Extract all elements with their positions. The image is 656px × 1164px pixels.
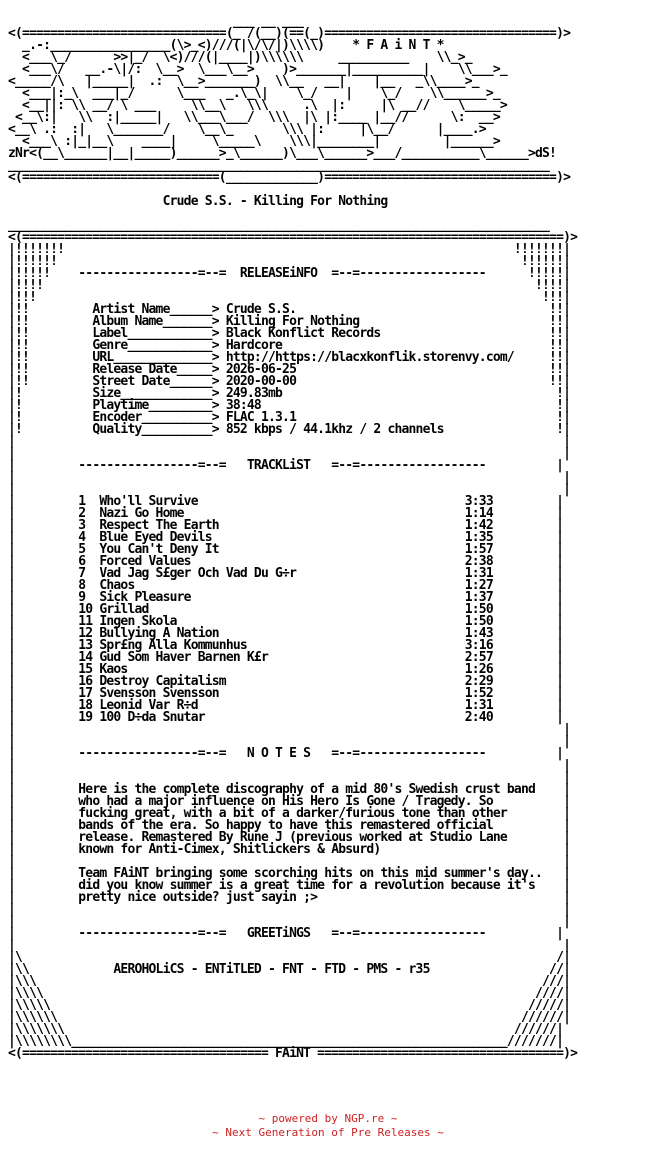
footer-tagline: ~ Next Generation of Pre Releases ~ xyxy=(212,1126,444,1139)
nfo-text-block: ___ __ ___ <(=============================(_ /(__)(==(_)=================================)> _.-:_________________(\>_<)///(|\/\/|)\\\\) * F A i N T * <___\_/ >>|_/ \<)///(|____|)\\\\\\ __________ \\_>_ <___\/ __.-\|/: \__> \___\__> )>_______|__________| \\___>_ <_____/\ |_____| .: \__>_______) \\__ __| |__ _\\____>_ <___|:_\ ___|_/ \___ _.\_\| \_/ | \_/ \\______>_ <__||: \\ __/ \ ___ \\__\ \\\ .\ |: |\ __// \_____> <__\:| \\ :|_____| \\___\___/ \\\ |\ |:____ |__// \: __> <__\ .: :| \_______/ \__\_ \\\ |: |\__/ |____.> <___\ :|_|__\ ____| \_____\ \\\|________| |______> zNr<(__\______|__|_____)______>_\______)\___\______>___/___________\______>dS! _____________________________________________________________________________ <(============================(_____________)=================================)> Crude S.S. - Killing For Nothing _____________________________________________________________________________ <(=============================================================================)> |!!!!!!! !!!!!!!| |!!!!!! !!!!!!| |!!!!! -----------------=--= RELEASEiNFO =--=------------------ !!!!!| |!!!! !!!!| |!!! !!!| |!! Artist Name______> Crude S.S. !!| |!! Album Name_______> Killing For Nothing !!| |!! Label____________> Black Konflict Records !!| |!! Genre____________> Hardcore !!| |!! URL______________> http://https://blacxkonflik.storenvy.com/ !!| |!! Release Date_____> 2026-06-25 !!| |!! Street Date______> 2020-00-00 !!| |! Size_____________> 249.83mb !| |! Playtime_________> 38:48 !| |! Encoder__________> FLAC 1.3.1 !| |! Quality__________> 852 kbps / 44.1khz / 2 channels !| | | | | | -----------------=--= TRACKLiST =--=------------------ | | | | | | 1 Who'll Survive 3:33 | | 2 Nazi Go Home 1:14 | | 3 Respect The Earth 1:42 | | 4 Blue Eyed Devils 1:35 | | 5 You Can't Deny It 1:57 | | 6 Forced Values 2:38 | | 7 Vad Jag S£ger Och Vad Du G÷r 1:31 | | 8 Chaos 1:27 | | 9 Sick Pleasure 1:37 | | 10 Grillad 1:50 | | 11 Ingen Skola 1:50 | | 12 Bullying A Nation 1:43 | | 13 Spr£ng Alla Kommunhus 3:16 | | 14 Gud Som Haver Barnen K£r 2:57 | | 15 Kaos 1:26 | | 16 Destroy Capitalism 2:29 | | 17 Svensson Svensson 1:52 | | 18 Leonid Var R÷d 1:31 | | 19 100 D÷da Snutar 2:40 | | | | | | -----------------=--= N O T E S =--=------------------ | | | | | | Here is the complete discography of a mid 80's Swedish crust band | | who had a major influence on His Hero Is Gone / Tragedy. So | | fucking great, with a bit of a darker/furious tone than other | | bands of the era. So happy to have this remastered official | | release. Remastered By Rune J (previous worked at Studio Lane | | known for Anti-Cimex, Shitlickers & Absurd) | | | | Team FAiNT bringing some scorching hits on this mid summer's day.. | | did you know summer is a great time for a revolution because it's | | pretty nice outside? just sayin ;> | | | | | | -----------------=--= GREETiNGS =--=------------------ | | | |\ /| |\\ AEROHOLiCS - ENTiTLED - FNT - FTD - PMS - r35 //| |\\\ ///| |\\\\ ////| |\\\\\ /////| |\\\\\\ //////| |\\\\\\\ //////| |\\\\\\\\______________________________________________________________///////| <(=================================== FAiNT ===================================)> xyxy=(8,14,578,1061)
footer xyxy=(0,1112,656,1140)
footer-powered-by: ~ powered by NGP.re ~ xyxy=(258,1112,398,1125)
